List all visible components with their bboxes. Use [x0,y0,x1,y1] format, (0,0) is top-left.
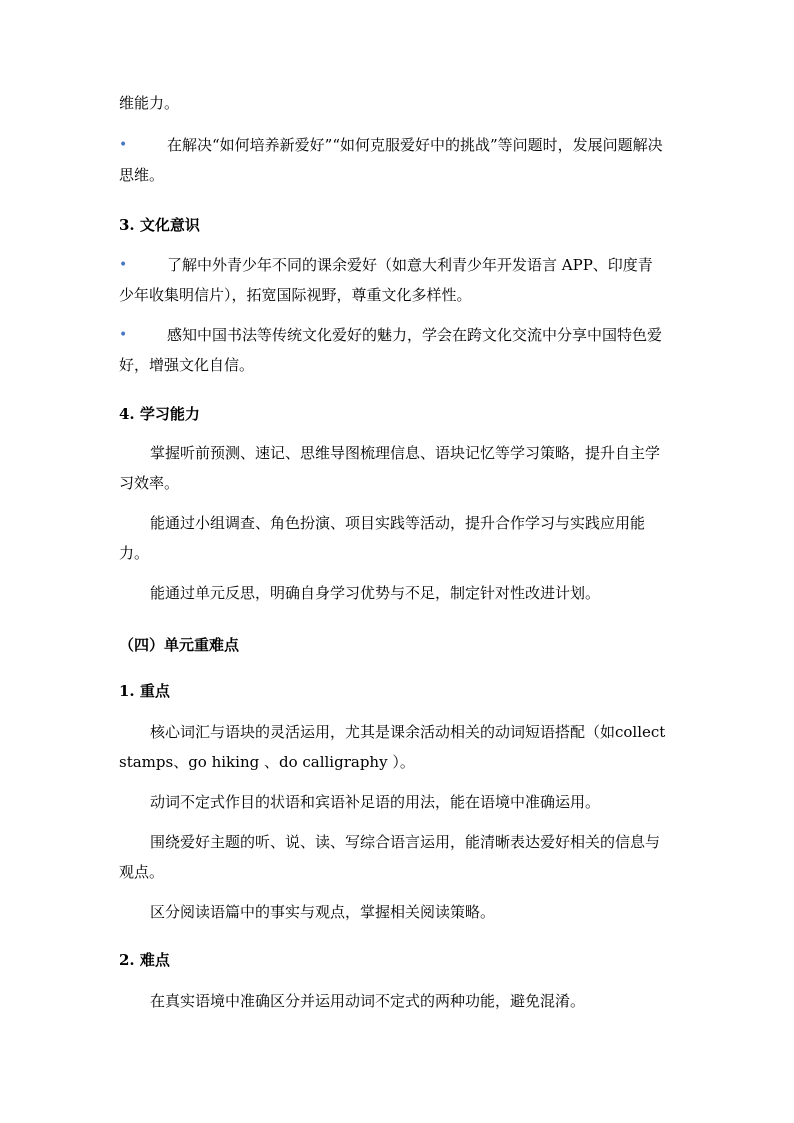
paragraph: 掌握听前预测、速记、思维导图梳理信息、语块记忆等学习策略，提升自主学习效率。 [119,444,661,492]
subheading-difficult: 2. 难点 [119,951,170,969]
list-item-text: 在解决“如何培养新爱好”“如何克服爱好中的挑战”等问题时，发展问题解决思维。 [119,136,663,184]
bullet-icon: • [119,257,128,273]
paragraph-fragment: 维能力。 [119,94,180,112]
paragraph: 区分阅读语篇中的事实与观点，掌握相关阅读策略。 [150,903,496,921]
bullet-icon: • [119,327,128,343]
paragraph: 能通过单元反思，明确自身学习优势与不足，制定针对性改进计划。 [150,584,601,602]
section-heading-learning: 4. 学习能力 [119,405,200,423]
list-item-text: 感知中国书法等传统文化爱好的魅力，学会在跨文化交流中分享中国特色爱好，增强文化自信。 [119,326,663,374]
bullet-icon: • [119,137,128,153]
list-item [119,250,667,310]
subheading-key: 1. 重点 [119,682,170,700]
paragraph: 动词不定式作目的状语和宾语补足语的用法，能在语境中准确运用。 [150,793,601,811]
paragraph: 围绕爱好主题的听、说、读、写综合语言运用，能清晰表达爱好相关的信息与观点。 [119,833,661,881]
list-item-text: 了解中外青少年不同的课余爱好（如意大利青少年开发语言 APP、印度青少年收集明信片），拓宽国际视野，尊重文化多样性。 [119,256,653,304]
section-heading-culture: 3. 文化意识 [119,216,200,234]
paragraph: 核心词汇与语块的灵活运用，尤其是课余活动相关的动词短语搭配（如collect stamps、go hiking 、do calligraphy ）。 [119,723,666,771]
paragraph: 能通过小组调查、角色扮演、项目实践等活动，提升合作学习与实践应用能力。 [119,514,646,562]
paragraph: 在真实语境中准确区分并运用动词不定式的两种功能，避免混淆。 [150,992,586,1010]
section-heading-key-difficult: （四）单元重难点 [119,636,240,654]
list-item [119,130,667,190]
list-item [119,320,667,380]
